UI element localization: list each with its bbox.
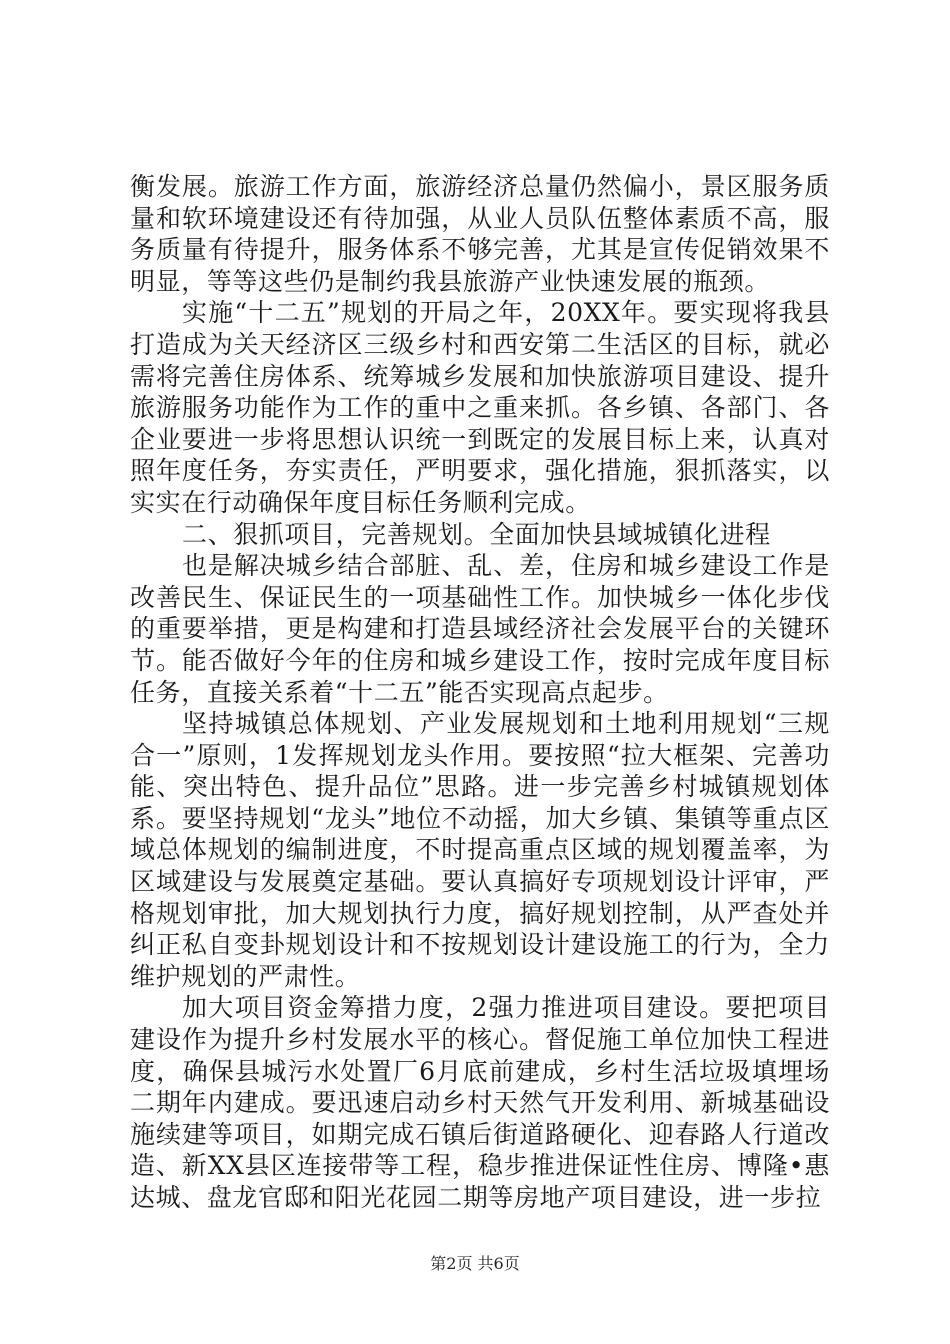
section-heading: 二、狠抓项目，完善规划。全面加快县域城镇化进程 — [182, 519, 771, 549]
document-body — [130, 171, 830, 1214]
page-number-footer: 第2页 共6页 — [430, 1254, 520, 1273]
paragraph-3: 也是解决城乡结合部脏、乱、差，住房和城乡建设工作是改善民生、保证民生的一项基础性工作。加快城乡一体化步伐的重要举措，更是构建和打造县域经济社会发展平台的关键环节。能否做好今年的住房和城乡建设工作，按时完成年度目标任务，直接关系着“十二五”能否实现高点起步。 — [130, 551, 830, 707]
paragraph-1: 衡发展。旅游工作方面，旅游经济总量仍然偏小，景区服务质量和软环境建设还有待加强，从业人员队伍整体素质不高，服务质量有待提升，服务体系不够完善，尤其是宣传促销效果不明显，等等这些仍是制约我县旅游产业快速发展的瓶颈。 — [130, 172, 830, 296]
paragraph-4: 坚持城镇总体规划、产业发展规划和土地利用规划“三规合一”原则，1发挥规划龙头作用。要按照“拉大框架、完善功能、突出特色、提升品位”思路。进一步完善乡村城镇规划体系。要坚持规划“龙头”地位不动摇，加大乡镇、集镇等重点区域总体规划的编制进度，不时提高重点区域的规划覆盖率，为区域建设与发展奠定基础。要认真搞好专项规划设计评审，严格规划审批，加大规划执行力度，搞好规划控制，从严查处并纠正私自变卦规划设计和不按规划设计建设施工的行为，全力维护规划的严肃性。 — [130, 709, 830, 991]
paragraph-5: 加大项目资金筹措力度，2强力推进项目建设。要把项目建设作为提升乡村发展水平的核心。督促施工单位加快工程进度，确保县城污水处置厂6月底前建成，乡村生活垃圾填埋场二期年内建成。要迅速启动乡村天然气开发利用、新城基础设施续建等项目，如期完成石镇后街道路硬化、迎春路人行道改造、新XX县区连接带等工程，稳步推进保证性住房、博隆•惠达城、盘龙官邸和阳光花园二期等房地产项目建设，进一步拉 — [130, 993, 830, 1212]
paragraph-2: 实施“十二五”规划的开局之年，20XX年。要实现将我县打造成为关天经济区三级乡村和西安第二生活区的目标，就必需将完善住房体系、统筹城乡发展和加快旅游项目建设、提升旅游服务功能作为工作的重中之重来抓。各乡镇、各部门、各企业要进一步将思想认识统一到既定的发展目标上来，认真对照年度任务，夯实责任，严明要求，强化措施，狠抓落实，以实实在行动确保年度目标任务顺利完成。 — [130, 298, 830, 517]
